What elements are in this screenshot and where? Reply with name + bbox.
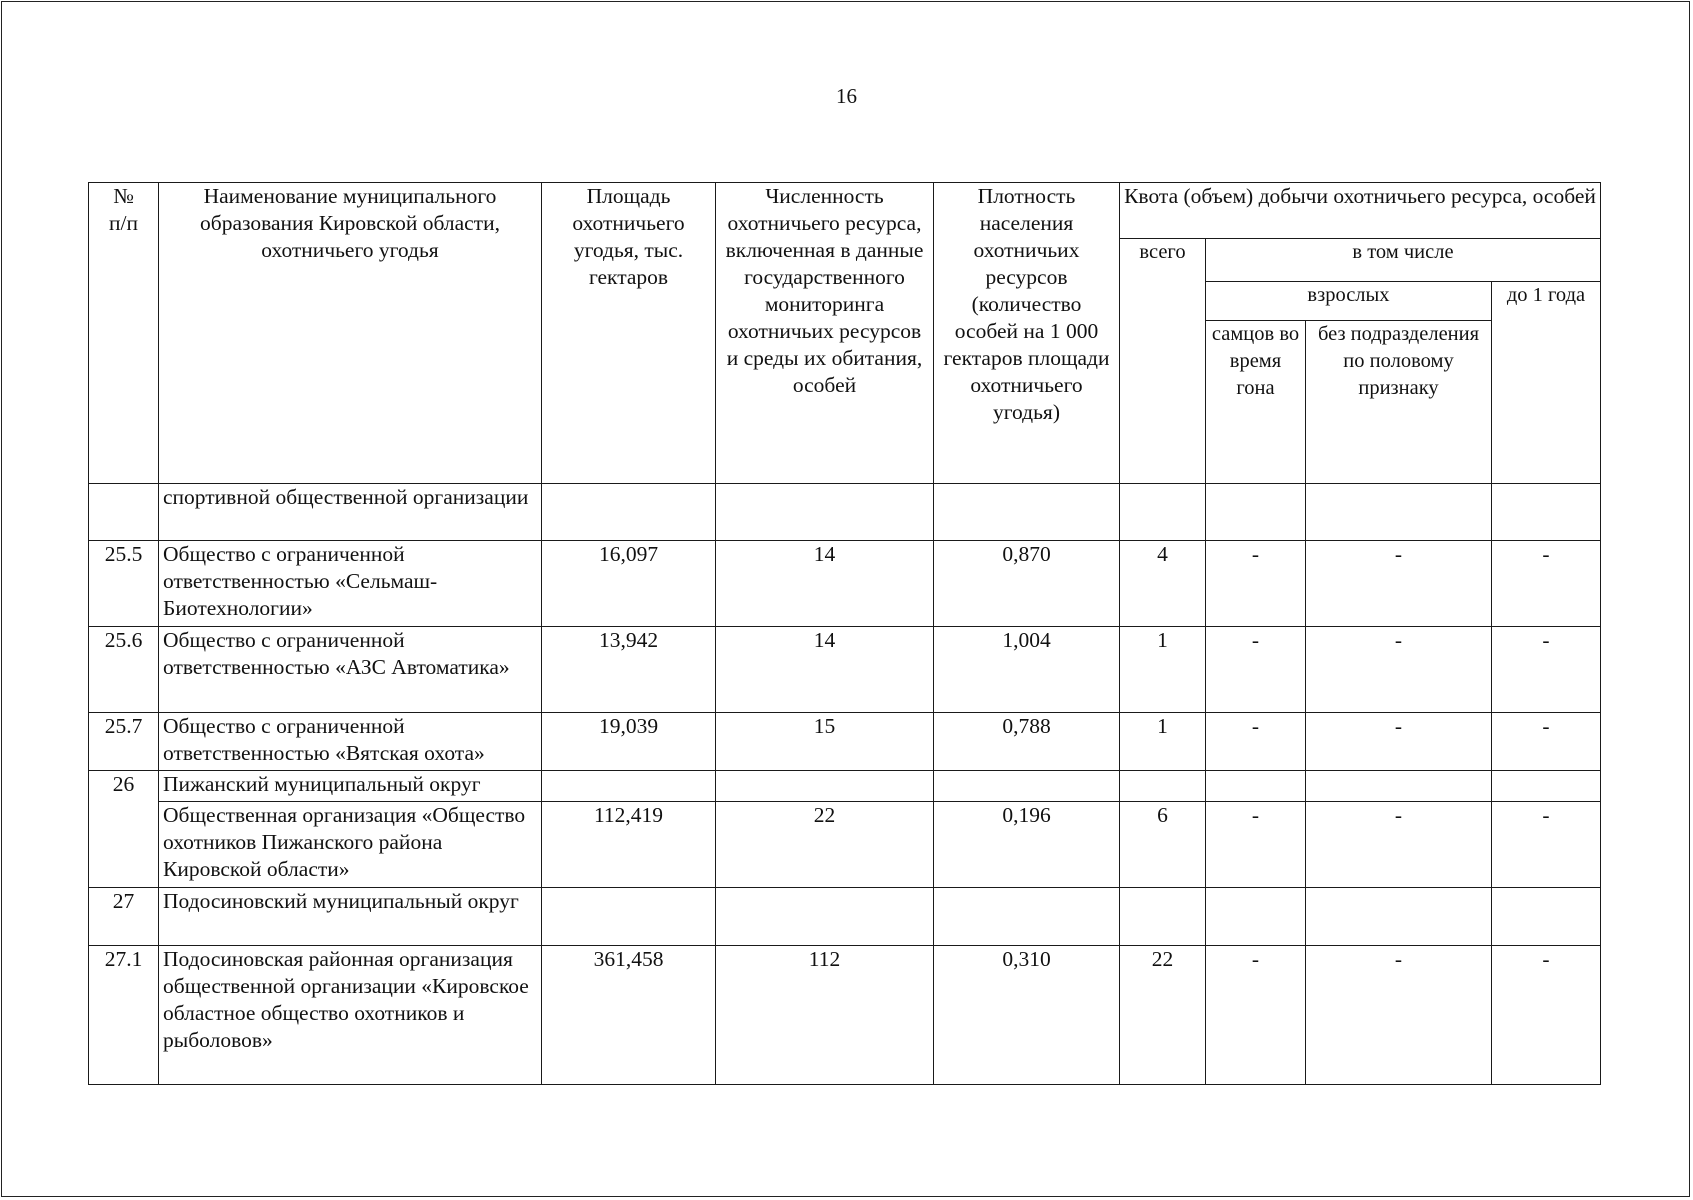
cell-young bbox=[1492, 771, 1601, 802]
cell-num: 27.1 bbox=[89, 946, 159, 1085]
cell-young: - bbox=[1492, 946, 1601, 1085]
cell-name: Общество с ограниченной ответственностью «Вятская охота» bbox=[159, 713, 542, 771]
cell-count bbox=[716, 484, 934, 541]
cell-count: 15 bbox=[716, 713, 934, 771]
cell-total bbox=[1120, 771, 1206, 802]
cell-density: 1,004 bbox=[934, 627, 1120, 713]
cell-area bbox=[542, 484, 716, 541]
cell-num: 25.5 bbox=[89, 541, 159, 627]
table-row bbox=[89, 888, 1601, 946]
cell-num: 25.7 bbox=[89, 713, 159, 771]
header-total: всего bbox=[1120, 239, 1206, 484]
cell-nosex: - bbox=[1306, 802, 1492, 888]
cell-total bbox=[1120, 888, 1206, 946]
cell-nosex: - bbox=[1306, 627, 1492, 713]
cell-num: 26 bbox=[89, 771, 159, 888]
cell-count bbox=[716, 888, 934, 946]
cell-nosex bbox=[1306, 771, 1492, 802]
table-row bbox=[89, 627, 1601, 713]
cell-total: 1 bbox=[1120, 627, 1206, 713]
cell-males: - bbox=[1206, 541, 1306, 627]
table-row bbox=[89, 771, 1601, 802]
cell-area bbox=[542, 888, 716, 946]
header-num: № п/п bbox=[89, 183, 159, 484]
cell-name: Пижанский муниципальный округ bbox=[159, 771, 542, 802]
cell-nosex bbox=[1306, 888, 1492, 946]
cell-young bbox=[1492, 484, 1601, 541]
cell-count bbox=[716, 771, 934, 802]
header-area: Площадь охотничьего угодья, тыс. гектаров bbox=[542, 183, 716, 484]
header-adults: взрослых bbox=[1206, 282, 1492, 321]
cell-young: - bbox=[1492, 627, 1601, 713]
cell-area bbox=[542, 771, 716, 802]
cell-name: Общество с ограниченной ответственностью «Сельмаш-Биотехнологии» bbox=[159, 541, 542, 627]
cell-name: Общественная организация «Общество охотников Пижанского района Кировской области» bbox=[159, 802, 542, 888]
cell-males: - bbox=[1206, 802, 1306, 888]
cell-males: - bbox=[1206, 713, 1306, 771]
cell-density: 0,788 bbox=[934, 713, 1120, 771]
header-count: Численность охотничьего ресурса, включенная в данные государственного мониторинга охотничьих ресурсов и среды их обитания, особей bbox=[716, 183, 934, 484]
cell-total bbox=[1120, 484, 1206, 541]
cell-count: 112 bbox=[716, 946, 934, 1085]
cell-count: 22 bbox=[716, 802, 934, 888]
page-number: 16 bbox=[836, 84, 857, 108]
table-row bbox=[89, 484, 1601, 541]
cell-count: 14 bbox=[716, 541, 934, 627]
cell-area: 112,419 bbox=[542, 802, 716, 888]
cell-total: 6 bbox=[1120, 802, 1206, 888]
cell-total: 4 bbox=[1120, 541, 1206, 627]
header-name: Наименование муниципального образования Кировской области, охотничьего угодья bbox=[159, 183, 542, 484]
cell-total: 1 bbox=[1120, 713, 1206, 771]
cell-nosex: - bbox=[1306, 541, 1492, 627]
header-quota: Квота (объем) добычи охотничьего ресурса, особей bbox=[1120, 183, 1601, 239]
cell-density: 0,196 bbox=[934, 802, 1120, 888]
cell-num: 27 bbox=[89, 888, 159, 946]
cell-males bbox=[1206, 888, 1306, 946]
header-including: в том числе bbox=[1206, 239, 1601, 282]
cell-males bbox=[1206, 484, 1306, 541]
cell-density: 0,310 bbox=[934, 946, 1120, 1085]
header-nosex: без подразделения по половому признаку bbox=[1306, 321, 1492, 484]
cell-nosex bbox=[1306, 484, 1492, 541]
cell-count: 14 bbox=[716, 627, 934, 713]
cell-density bbox=[934, 484, 1120, 541]
table-row bbox=[89, 541, 1601, 627]
cell-males: - bbox=[1206, 627, 1306, 713]
cell-name: Подосиновская районная организация общественной организации «Кировское областное общество охотников и рыболовов» bbox=[159, 946, 542, 1085]
header-density: Плотность населения охотничьих ресурсов (количество особей на 1 000 гектаров площади охотничьего угодья) bbox=[934, 183, 1120, 484]
table-row bbox=[89, 946, 1601, 1085]
cell-males: - bbox=[1206, 946, 1306, 1085]
cell-density bbox=[934, 888, 1120, 946]
table-row bbox=[89, 802, 1601, 888]
cell-density: 0,870 bbox=[934, 541, 1120, 627]
cell-nosex: - bbox=[1306, 946, 1492, 1085]
cell-num bbox=[89, 484, 159, 541]
cell-area: 13,942 bbox=[542, 627, 716, 713]
cell-young: - bbox=[1492, 802, 1601, 888]
cell-young bbox=[1492, 888, 1601, 946]
quota-table bbox=[88, 182, 1601, 1085]
cell-nosex: - bbox=[1306, 713, 1492, 771]
cell-name: Общество с ограниченной ответственностью «АЗС Автоматика» bbox=[159, 627, 542, 713]
cell-males bbox=[1206, 771, 1306, 802]
cell-name: спортивной общественной организации bbox=[159, 484, 542, 541]
cell-area: 16,097 bbox=[542, 541, 716, 627]
cell-young: - bbox=[1492, 541, 1601, 627]
table-row bbox=[89, 713, 1601, 771]
cell-density bbox=[934, 771, 1120, 802]
cell-name: Подосиновский муниципальный округ bbox=[159, 888, 542, 946]
cell-area: 19,039 bbox=[542, 713, 716, 771]
cell-total: 22 bbox=[1120, 946, 1206, 1085]
header-males: самцов во время гона bbox=[1206, 321, 1306, 484]
cell-area: 361,458 bbox=[542, 946, 716, 1085]
header-young: до 1 года bbox=[1492, 282, 1601, 484]
cell-young: - bbox=[1492, 713, 1601, 771]
cell-num: 25.6 bbox=[89, 627, 159, 713]
